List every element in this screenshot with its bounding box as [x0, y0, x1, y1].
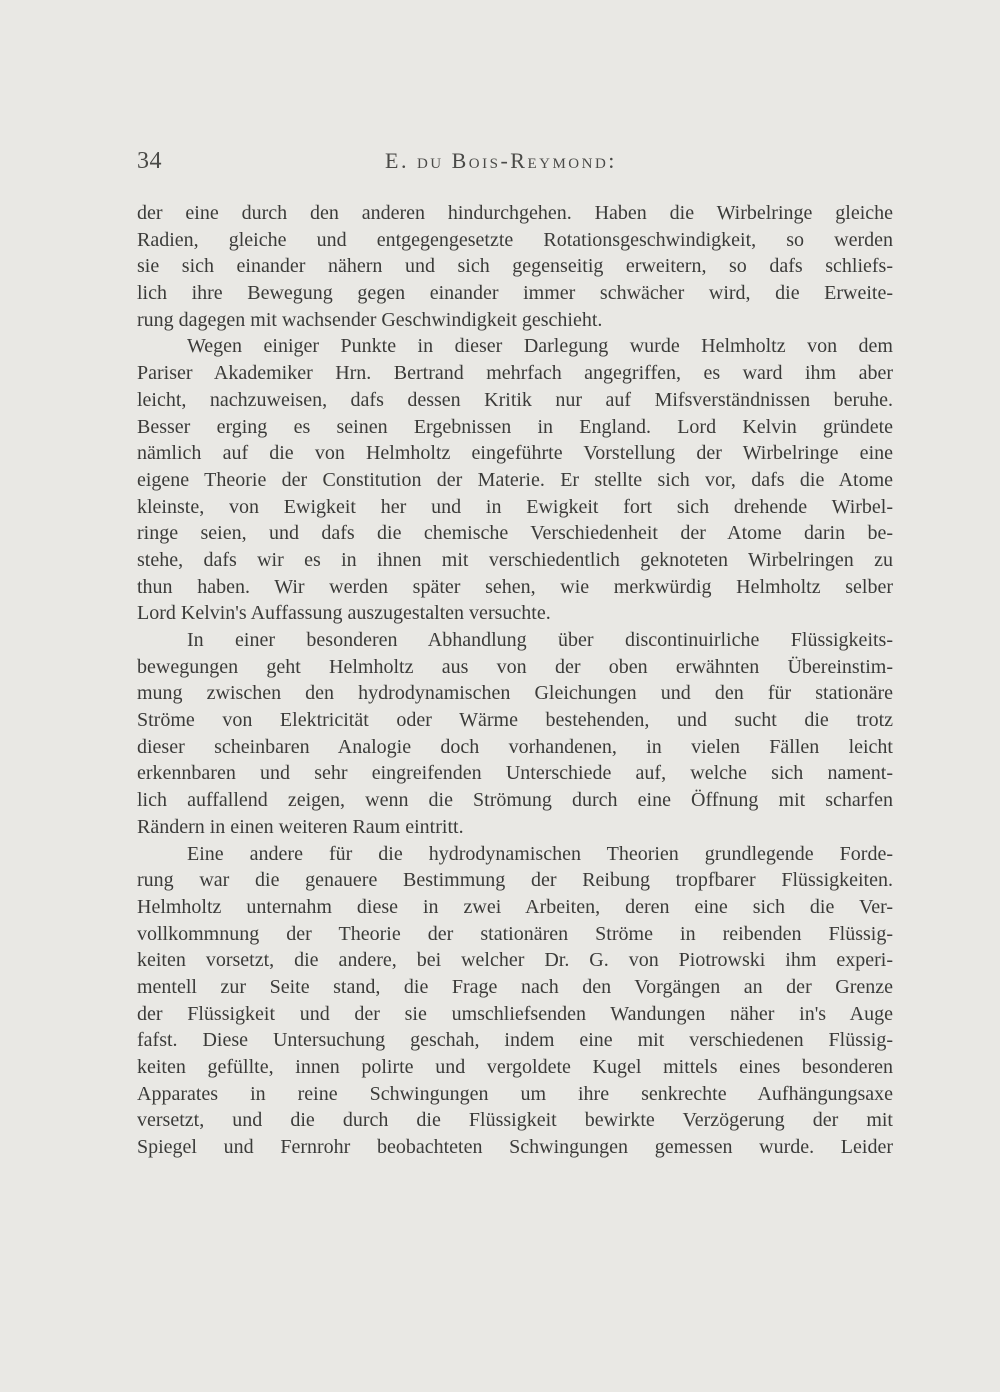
text-line: keiten gefüllte, innen polirte und vergoldete Kugel mittels eines besonderen [137, 1056, 893, 1078]
text-line: nämlich auf die von Helmholtz eingeführte Vorstellung der Wirbelringe eine [137, 442, 893, 465]
text-line: mentell zur Seite stand, die Frage nach den Vorgängen an der Grenze [137, 975, 893, 998]
text-line: erkennbaren und sehr eingreifenden Unterschiede auf, welche sich nament- [137, 762, 893, 785]
text-line: Eine andere für die hydrodynamischen Theorien grundlegende Forde- [187, 842, 893, 865]
text-line: Wegen einiger Punkte in dieser Darlegung wurde Helmholtz von dem [187, 335, 893, 358]
text-line: lich ihre Bewegung gegen einander immer schwächer wird, die Erweite- [137, 282, 893, 305]
text-line: Apparates in reine Schwingungen um ihre senkrechte Aufhängungsaxe [137, 1082, 893, 1105]
text-line: Besser erging es seinen Ergebnissen in England. Lord Kelvin gründete [137, 415, 893, 438]
text-line: vollkommnung der Theorie der stationären Ströme in reibenden Flüssig- [137, 922, 893, 945]
text-line: Ströme von Elektricität oder Wärme bestehenden, und sucht die trotz [137, 709, 893, 732]
text-line: versetzt, und die durch die Flüssigkeit bewirkte Verzögerung der mit [137, 1109, 893, 1132]
text-line: ringe seien, und dafs die chemische Verschiedenheit der Atome darin be- [137, 522, 893, 545]
text-line: stehe, dafs wir es in ihnen mit verschiedentlich geknoteten Wirbelringen zu [137, 548, 893, 571]
page-number: 34 [137, 148, 162, 174]
text-line: mung zwischen den hydrodynamischen Gleichungen und den für stationäre [137, 682, 893, 705]
page-header [137, 148, 893, 188]
text-line: Helmholtz unternahm diese in zwei Arbeiten, deren eine sich die Ver- [137, 895, 893, 918]
text-line: Lord Kelvin's Auffassung auszugestalten versuchte. [137, 602, 551, 625]
body-text [137, 200, 893, 1161]
text-line: der Flüssigkeit und der sie umschliefsenden Wandungen näher in's Auge [137, 1002, 893, 1025]
text-line: eigene Theorie der Constitution der Materie. Er stellte sich vor, dafs die Atome [137, 468, 893, 491]
text-line: kleinste, von Ewigkeit her und in Ewigkeit fort sich drehende Wirbel- [137, 495, 893, 518]
text-line: keiten vorsetzt, die andere, bei welcher Dr. G. von Piotrowski ihm experi- [137, 949, 893, 972]
text-line: thun haben. Wir werden später sehen, wie merkwürdig Helmholtz selber [137, 575, 893, 598]
text-line: fafst. Diese Untersuchung geschah, indem eine mit verschiedenen Flüssig- [137, 1029, 893, 1052]
text-line: In einer besonderen Abhandlung über discontinuirliche Flüssigkeits- [187, 629, 893, 651]
text-line: leicht, nachzuweisen, dafs dessen Kritik nur auf Mifsverständnissen beruhe. [137, 388, 893, 411]
text-line: dieser scheinbaren Analogie doch vorhandenen, in vielen Fällen leicht [137, 735, 893, 758]
text-line: Spiegel und Fernrohr beobachteten Schwingungen gemessen wurde. Leider [137, 1136, 893, 1159]
text-line: lich auffallend zeigen, wenn die Strömung durch eine Öffnung mit scharfen [137, 789, 893, 812]
text-line: rung war die genauere Bestimmung der Reibung tropfbarer Flüssigkeiten. [137, 869, 893, 892]
running-title: E. du Bois-Reymond: [385, 148, 617, 173]
text-line: Pariser Akademiker Hrn. Bertrand mehrfach angegriffen, es ward ihm aber [137, 362, 893, 385]
text-line: der eine durch den anderen hindurchgehen. Haben die Wirbelringe gleiche [137, 202, 893, 224]
text-line: Radien, gleiche und entgegengesetzte Rotationsgeschwindigkeit, so werden [137, 228, 893, 251]
text-line: sie sich einander nähern und sich gegenseitig erweitern, so dafs schliefs- [137, 255, 893, 278]
text-line: bewegungen geht Helmholtz aus von der oben erwähnten Übereinstim- [137, 655, 893, 678]
text-line: rung dagegen mit wachsender Geschwindigkeit geschieht. [137, 308, 603, 331]
text-line: Rändern in einen weiteren Raum eintritt. [137, 815, 464, 838]
